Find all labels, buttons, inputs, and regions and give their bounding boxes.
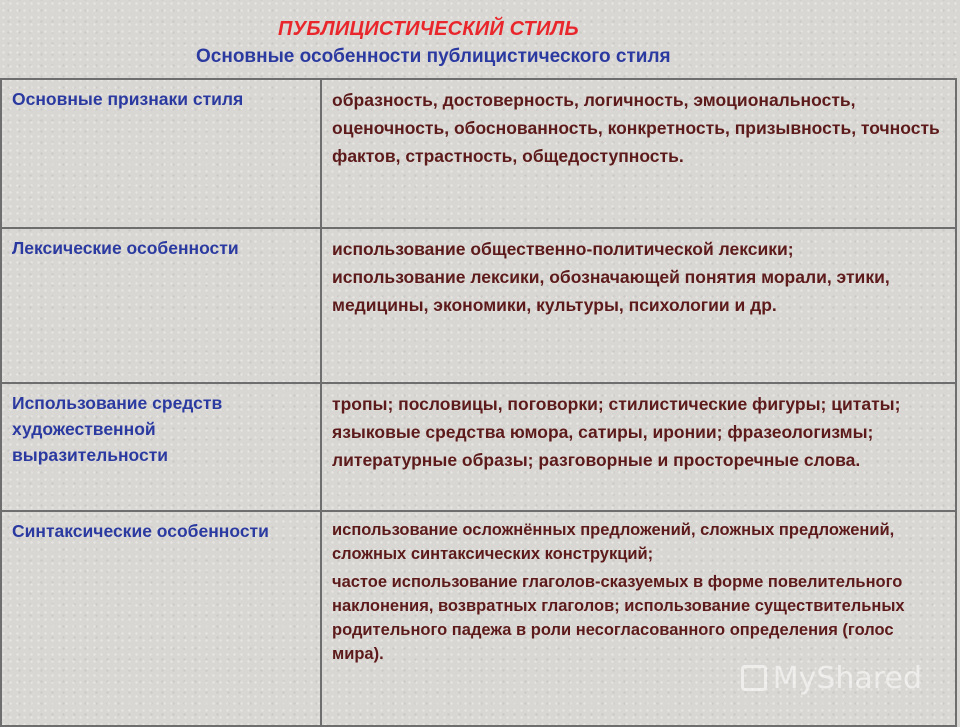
row-value-text: использование общественно-политической лексики; <box>332 239 794 259</box>
table-row <box>1 79 956 228</box>
row-value <box>321 511 956 726</box>
row-value-text: образность, достоверность, логичность, эмоциональность, оценочность, обоснованность, конкретность, призывность, точность фактов, страстность, общедоступность. <box>332 90 940 166</box>
row-label: Использование средств художественной выразительности <box>1 383 321 511</box>
slide-subtitle: Основные особенности публицистического стиля <box>196 46 671 67</box>
row-value <box>321 383 956 511</box>
row-label: Синтаксические особенности <box>1 511 321 726</box>
table-row <box>1 228 956 383</box>
row-value-text: тропы; пословицы, поговорки; стилистические фигуры; цитаты; языковые средства юмора, сатиры, иронии; фразеологизмы; литературные образы; разговорные и просторечные слова. <box>332 394 901 470</box>
row-value-text: использование осложнённых предложений, сложных предложений, сложных синтаксических конструкций; <box>332 521 895 563</box>
row-value <box>321 228 956 383</box>
table-row <box>1 383 956 511</box>
row-label: Основные признаки стиля <box>1 79 321 228</box>
row-label: Лексические особенности <box>1 228 321 383</box>
row-value <box>321 79 956 228</box>
row-value-text: частое использование глаголов-сказуемых в форме повелительного наклонения, возвратных глаголов; использование существительных родительного падежа в роли несогласованного определения (голос мира). <box>332 573 905 663</box>
table-row <box>1 511 956 726</box>
features-table <box>0 78 957 727</box>
slide-title: ПУБЛИЦИСТИЧЕСКИЙ СТИЛЬ <box>278 18 579 40</box>
row-value-text: использование лексики, обозначающей понятия морали, этики, медицины, экономики, культуры, психологии и др. <box>332 267 890 315</box>
watermark-text: MyShared <box>772 661 922 696</box>
